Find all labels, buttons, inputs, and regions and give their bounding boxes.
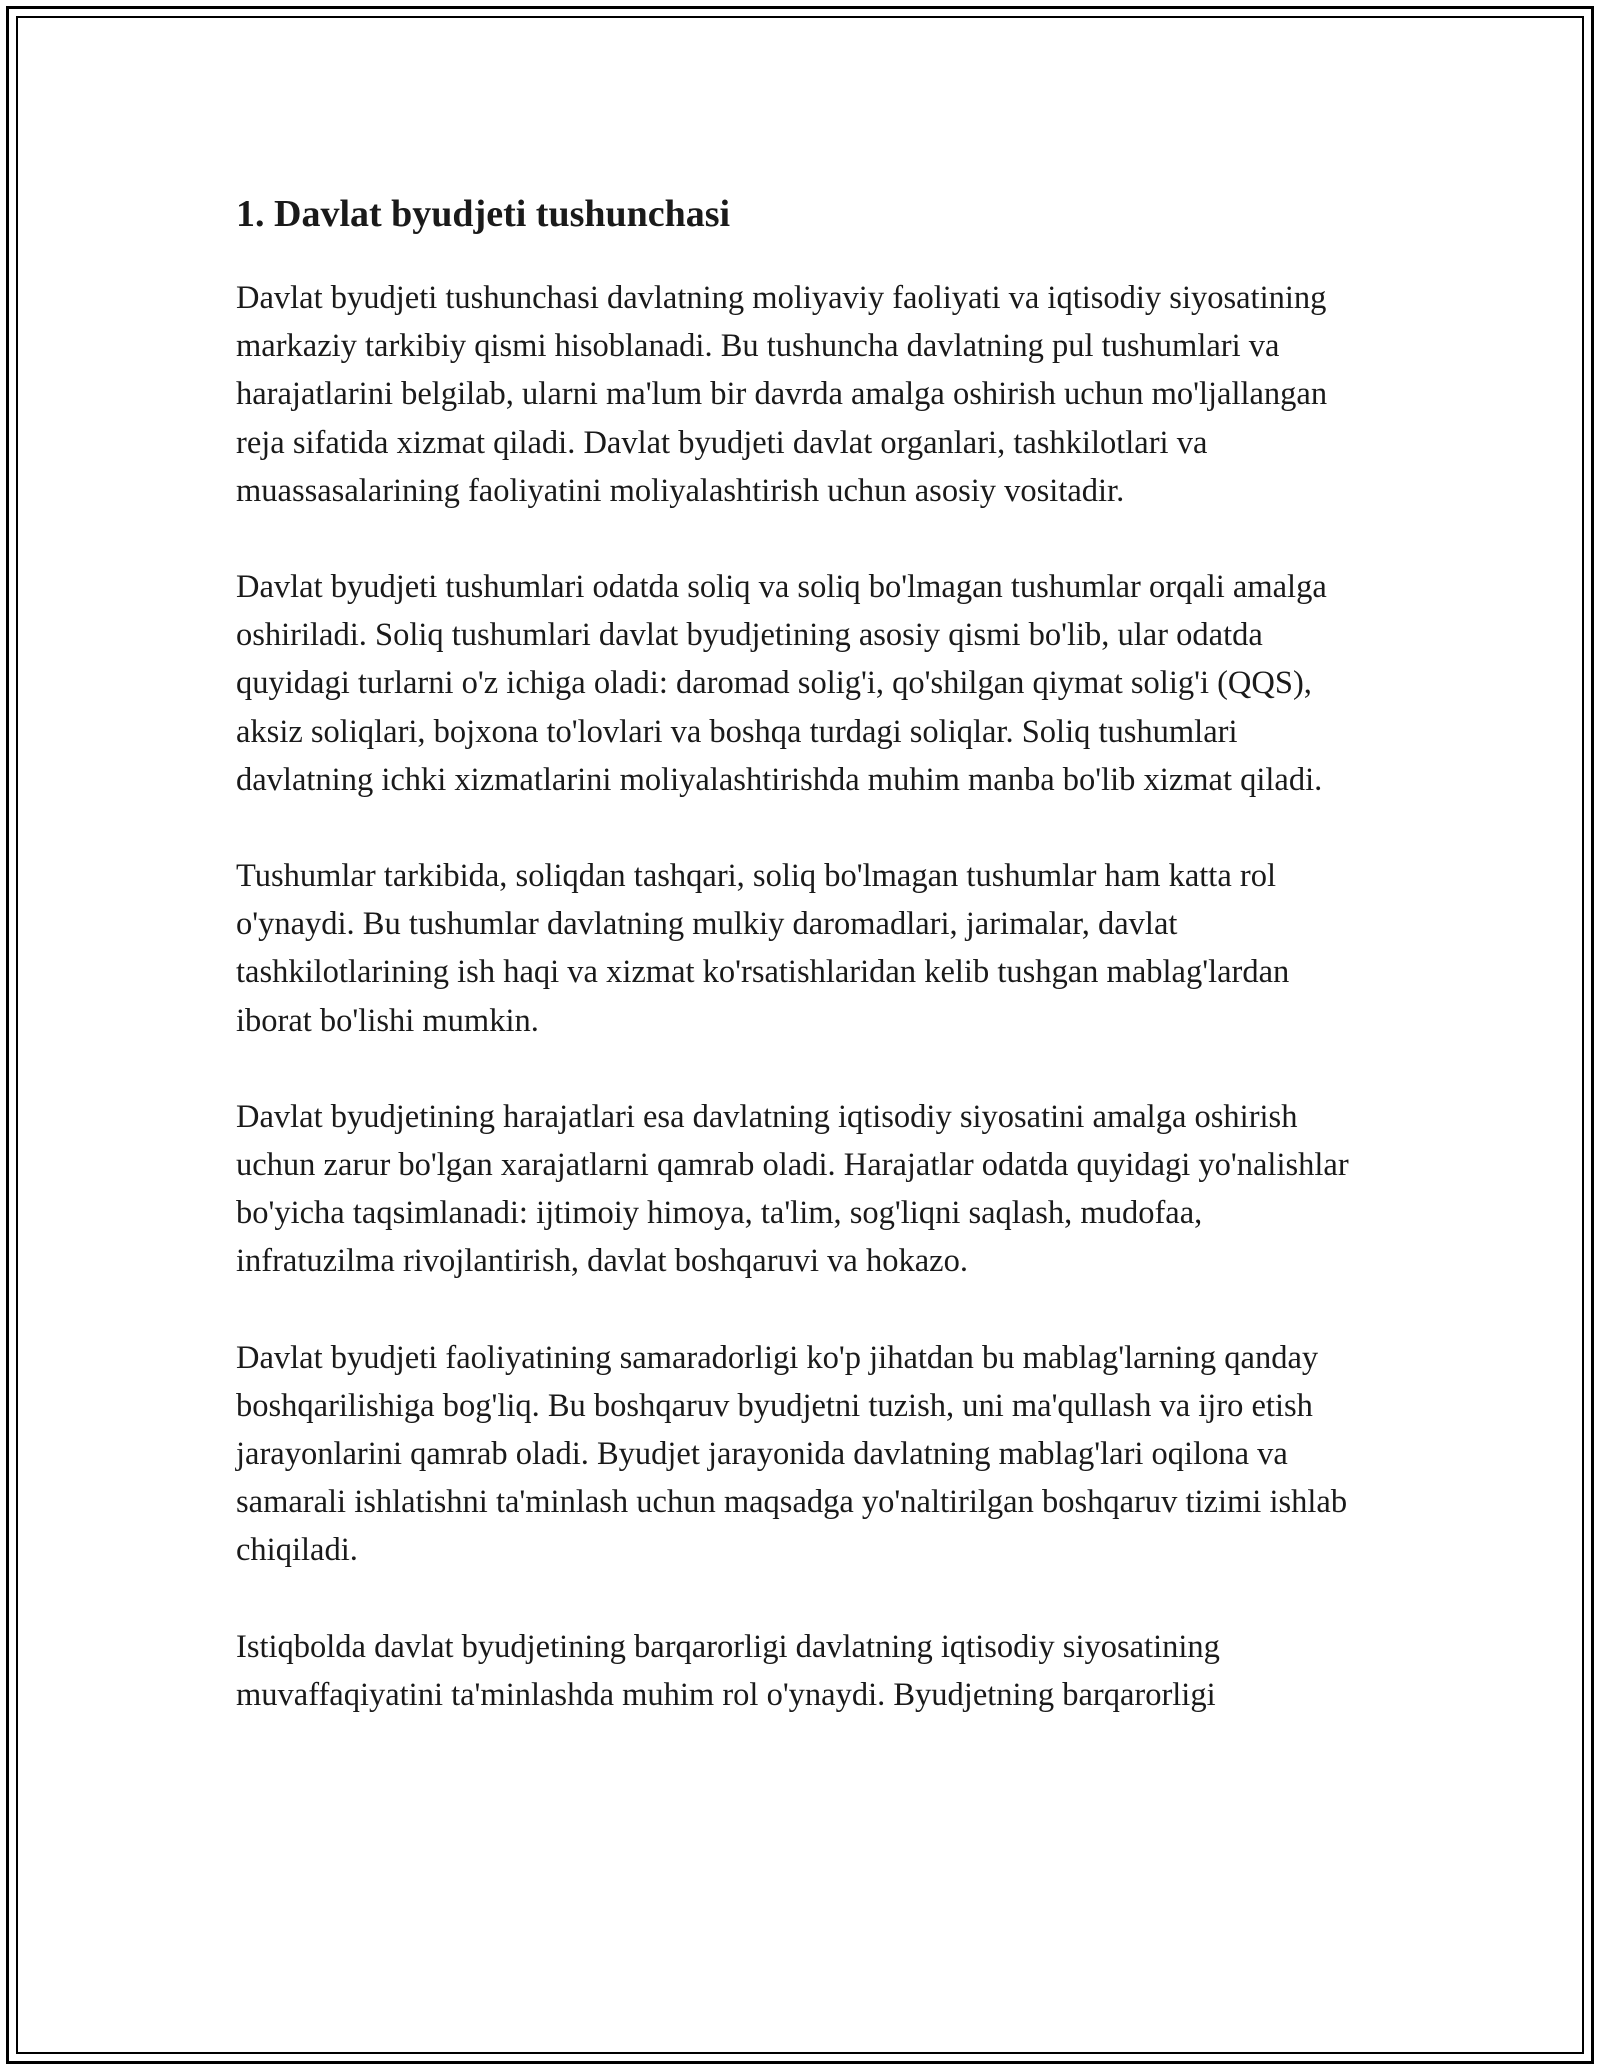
document-body [236,188,1366,1767]
section-title: 1. Davlat byudjeti tushunchasi [236,193,731,235]
paragraph-6: Istiqbolda davlat byudjetining barqarorligi davlatning iqtisodiy siyosatining muvaffaqiyatini ta'minlashda muhim rol o'ynaydi. Byudjetning barqarorligi [236,1628,1220,1713]
paragraph-3: Tushumlar tarkibida, soliqdan tashqari, soliq bo'lmagan tushumlar ham katta rol o'ynaydi. Bu tushumlar davlatning mulkiy daromadlari, jarimalar, davlat tashkilotlarining ish haqi va xizmat ko'rsatishlaridan kelib tushgan mablag'lardan iborat bo'lishi mumkin. [236,858,1290,1039]
paragraph-5: Davlat byudjeti faoliyatining samaradorligi ko'p jihatdan bu mablag'larning qanday boshqarilishiga bog'liq. Bu boshqaruv byudjetni tuzish, uni ma'qullash va ijro etish jarayonlarini qamrab oladi. Byudjet jarayonida davlatning mablag'lari oqilona va samarali ishlatishni ta'minlash uchun maqsadga yo'naltirilgan boshqaruv tizimi ishlab chiqiladi. [236,1339,1348,1569]
paragraph-2: Davlat byudjeti tushumlari odatda soliq va soliq bo'lmagan tushumlar orqali amalga oshiriladi. Soliq tushumlari davlat byudjetining asosiy qismi bo'lib, ular odatda quyidagi turlarni o'z ichiga oladi: daromad solig'i, qo'shilgan qiymat solig'i (QQS), aksiz soliqlari, bojxona to'lovlari va boshqa turdagi soliqlar. Soliq tushumlari davlatning ichki xizmatlarini moliyalashtirishda muhim manba bo'lib xizmat qiladi. [236,569,1327,798]
paragraph-4: Davlat byudjetining harajatlari esa davlatning iqtisodiy siyosatini amalga oshirish uchun zarur bo'lgan xarajatlarni qamrab oladi. Harajatlar odatda quyidagi yo'nalishlar bo'yicha taqsimlanadi: ijtimoiy himoya, ta'lim, sog'liqni saqlash, mudofaa, infratuzilma rivojlantirish, davlat boshqaruvi va hokazo. [236,1098,1349,1280]
paragraph-1: Davlat byudjeti tushunchasi davlatning moliyaviy faoliyati va iqtisodiy siyosatining markaziy tarkibiy qismi hisoblanadi. Bu tushuncha davlatning pul tushumlari va harajatlarini belgilab, ularni ma'lum bir davrda amalga oshirish uchun mo'ljallangan reja sifatida xizmat qiladi. Davlat byudjeti davlat organlari, tashkilotlari va muassasalarining faoliyatini moliyalashtirish uchun asosiy vositadir. [236,280,1328,509]
